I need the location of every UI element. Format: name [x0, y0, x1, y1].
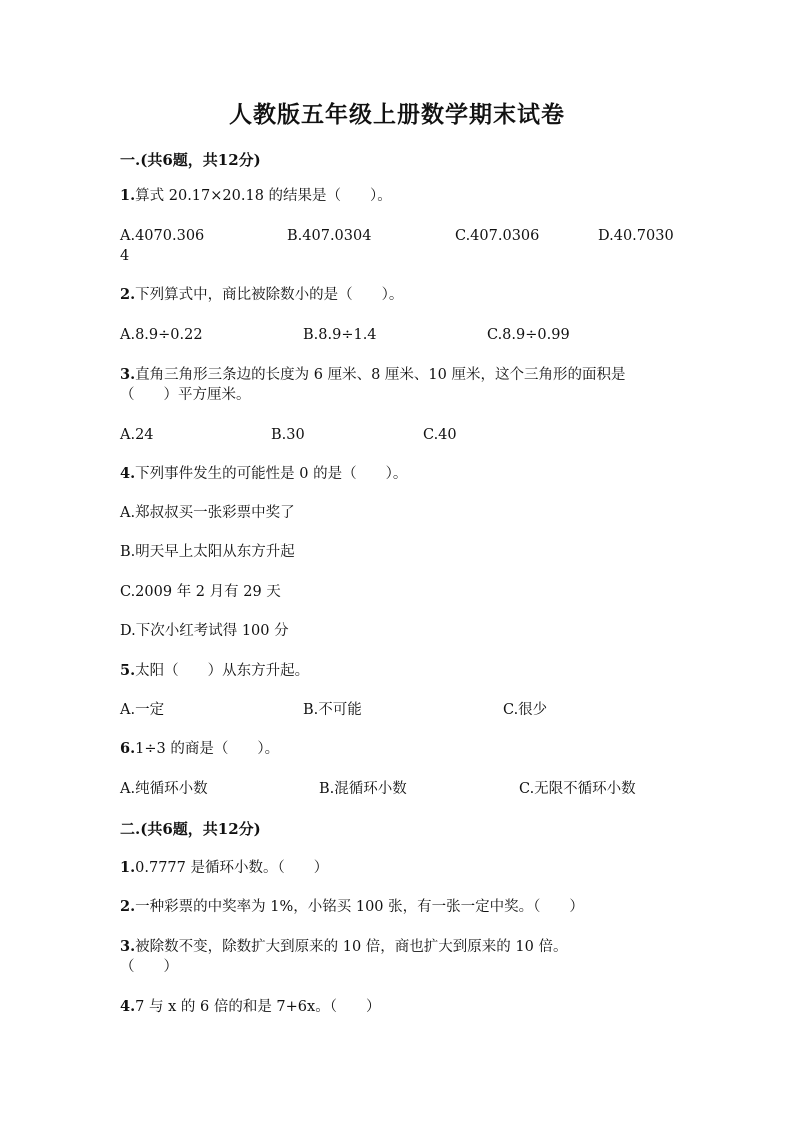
- question-text: 算式 20.17×20.18 的结果是（ ）。: [135, 188, 392, 204]
- question-2-3-continued: （ ）: [120, 959, 178, 975]
- option-b: B.混循环小数: [319, 781, 407, 797]
- question-2-4: [120, 997, 680, 1017]
- question-1-3: [120, 365, 680, 385]
- question-number: 6.: [120, 740, 136, 757]
- option-b: B.不可能: [303, 702, 362, 718]
- option-a: A.郑叔叔买一张彩票中奖了: [120, 505, 295, 521]
- page-title: 人教版五年级上册数学期末试卷: [229, 101, 565, 128]
- option-d: D.40.7030: [598, 228, 674, 244]
- question-1-1: [120, 186, 680, 206]
- option-c: C.407.0306: [455, 228, 540, 244]
- option-c: C.很少: [503, 702, 548, 718]
- option-a: A.4070.306: [120, 228, 205, 244]
- question-number: 4.: [120, 998, 136, 1015]
- question-number: 4.: [120, 465, 136, 482]
- option-b: B.30: [271, 427, 305, 443]
- option-c: C.无限不循环小数: [519, 781, 636, 797]
- option-b: B.明天早上太阳从东方升起: [120, 544, 295, 560]
- question-text: 下列事件发生的可能性是 0 的是（ ）。: [135, 466, 408, 482]
- question-number: 3.: [120, 366, 136, 383]
- question-number: 2.: [120, 286, 136, 303]
- question-text: 被除数不变，除数扩大到原来的 10 倍，商也扩大到原来的 10 倍。: [135, 939, 568, 955]
- section-heading-1: 一.(共6题，共12分): [120, 151, 261, 169]
- question-number: 2.: [120, 898, 136, 915]
- option-a: A.24: [120, 427, 154, 443]
- question-2-2: [120, 897, 680, 917]
- question-2-1: [120, 858, 680, 878]
- section-heading-2: 二.(共6题，共12分): [120, 820, 261, 838]
- option-c: C.8.9÷0.99: [487, 327, 570, 343]
- question-1-5: [120, 661, 680, 681]
- option-d: D.下次小红考试得 100 分: [120, 623, 289, 639]
- question-2-3: [120, 937, 680, 957]
- question-1-2: [120, 285, 680, 305]
- option-b: B.407.0304: [287, 228, 372, 244]
- question-text: 0.7777 是循环小数。（ ）: [135, 860, 329, 876]
- question-number: 1.: [120, 859, 136, 876]
- option-a: A.8.9÷0.22: [120, 327, 203, 343]
- question-1-3-continued: （ ）平方厘米。: [120, 387, 251, 403]
- question-1-4: [120, 464, 680, 484]
- option-c: C.40: [423, 427, 457, 443]
- question-text: 一种彩票的中奖率为 1%，小铭买 100 张，有一张一定中奖。（ ）: [135, 899, 584, 915]
- option-b: B.8.9÷1.4: [303, 327, 377, 343]
- option-d-overflow: 4: [120, 248, 130, 264]
- question-number: 5.: [120, 662, 136, 679]
- option-c: C.2009 年 2 月有 29 天: [120, 584, 281, 600]
- question-1-6: [120, 739, 680, 759]
- question-number: 1.: [120, 187, 136, 204]
- option-a: A.纯循环小数: [120, 781, 208, 797]
- question-number: 3.: [120, 938, 136, 955]
- question-text: 7 与 x 的 6 倍的和是 7+6x。（ ）: [135, 999, 381, 1015]
- option-a: A.一定: [120, 702, 165, 718]
- question-text: 太阳（ ）从东方升起。: [135, 663, 310, 679]
- question-text: 直角三角形三条边的长度为 6 厘米、8 厘米、10 厘米，这个三角形的面积是: [135, 367, 626, 383]
- question-text: 下列算式中，商比被除数小的是（ ）。: [135, 287, 404, 303]
- question-text: 1÷3 的商是（ ）。: [135, 741, 280, 757]
